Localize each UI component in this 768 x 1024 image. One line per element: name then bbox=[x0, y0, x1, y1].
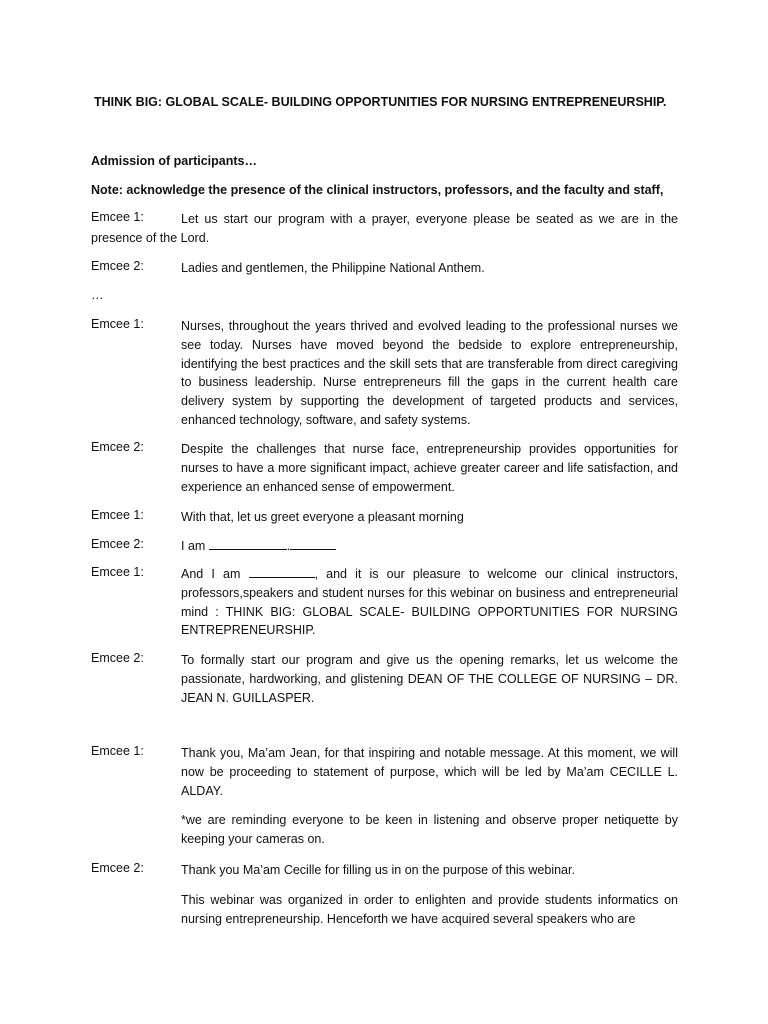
entry-note: *we are reminding everyone to be keen in listening and observe proper netiquette by keeping your cameras on. bbox=[181, 813, 678, 847]
note-line: Note: acknowledge the presence of the clinical instructors, professors, and the faculty and staff, bbox=[91, 183, 664, 197]
speaker-label: Emcee 1: bbox=[91, 210, 144, 224]
entry-text-rest: , and it is our pleasure to welcome our clinical instructors, professors,speakers and student nurses for this webinar on business and entrepreneurial mind : THINK BIG: GLOBAL SCALE- BUILDING OPPORTUNITIES FOR NURSING ENTREPRENEURSHIP. bbox=[181, 567, 678, 638]
script-entry bbox=[91, 537, 678, 556]
entry-text bbox=[181, 537, 678, 556]
speaker-label: Emcee 2: bbox=[91, 537, 144, 551]
script-entry bbox=[91, 317, 678, 430]
script-entry bbox=[91, 210, 678, 248]
speaker-label: Emcee 2: bbox=[91, 861, 144, 875]
script-entry bbox=[91, 440, 678, 496]
script-entry bbox=[91, 259, 678, 278]
entry-text: Thank you, Ma’am Jean, for that inspiring and notable message. At this moment, we will now be proceeding to statement of purpose, which will be led by Ma’am CECILLE L. ALDAY. bbox=[181, 746, 678, 798]
script-entry bbox=[91, 508, 678, 527]
script-entry bbox=[91, 744, 678, 849]
name-blank bbox=[290, 538, 336, 550]
name-blank bbox=[249, 566, 315, 578]
admission-line: Admission of participants… bbox=[91, 154, 257, 168]
speaker-label: Emcee 1: bbox=[91, 317, 144, 331]
entry-text: Despite the challenges that nurse face, entrepreneurship provides opportunities for nurses to have a more significant impact, achieve greater career and life satisfaction, and experience an enhanced sense of empowerment. bbox=[181, 442, 678, 494]
entry-text bbox=[181, 565, 678, 640]
speaker-label: Emcee 1: bbox=[91, 744, 144, 758]
entry-text: To formally start our program and give us the opening remarks, let us welcome the passionate, hardworking, and glistening DEAN OF THE COLLEGE OF NURSING – DR. JEAN N. GUILLASPER. bbox=[181, 653, 678, 705]
speaker-label: Emcee 1: bbox=[91, 508, 144, 522]
script-entry bbox=[91, 565, 678, 640]
document-title: THINK BIG: GLOBAL SCALE- BUILDING OPPORTUNITIES FOR NURSING ENTREPRENEURSHIP. bbox=[94, 95, 667, 109]
speaker-label: Emcee 2: bbox=[91, 259, 144, 273]
speaker-label: Emcee 1: bbox=[91, 565, 144, 579]
entry-text: Let us start our program with a prayer, everyone please be seated as we are in the presence of the Lord. bbox=[91, 212, 678, 245]
speaker-label: Emcee 2: bbox=[91, 440, 144, 454]
entry-text: Ladies and gentlemen, the Philippine National Anthem. bbox=[181, 261, 485, 275]
entry-text: Nurses, throughout the years thrived and evolved leading to the professional nurses we see today. Nurses have moved beyond the bedside to explore entrepreneurship, identifying the best practices and the skill sets that are transferable from direct caregiving to business leadership. Nurse entrepreneurs fill the gaps in the current health care delivery system by supporting the development of targeted products and services, enhanced technology, software, and safety systems. bbox=[181, 319, 678, 427]
speaker-label: Emcee 2: bbox=[91, 651, 144, 665]
entry-continuation: This webinar was organized in order to enlighten and provide students informatics on nursing entrepreneurship. Henceforth we have acquired several speakers who are bbox=[181, 892, 678, 926]
ellipsis-line: … bbox=[91, 288, 104, 302]
script-entry bbox=[91, 651, 678, 707]
entry-text-prefix: And I am bbox=[181, 567, 241, 581]
entry-text: Thank you Ma’am Cecille for filling us in on the purpose of this webinar. bbox=[181, 863, 575, 877]
entry-text-mid: . bbox=[286, 539, 291, 553]
script-entry bbox=[91, 861, 678, 928]
name-blank bbox=[209, 538, 287, 550]
entry-text: With that, let us greet everyone a pleasant morning bbox=[181, 510, 464, 524]
entry-text-prefix: I am bbox=[181, 539, 206, 553]
